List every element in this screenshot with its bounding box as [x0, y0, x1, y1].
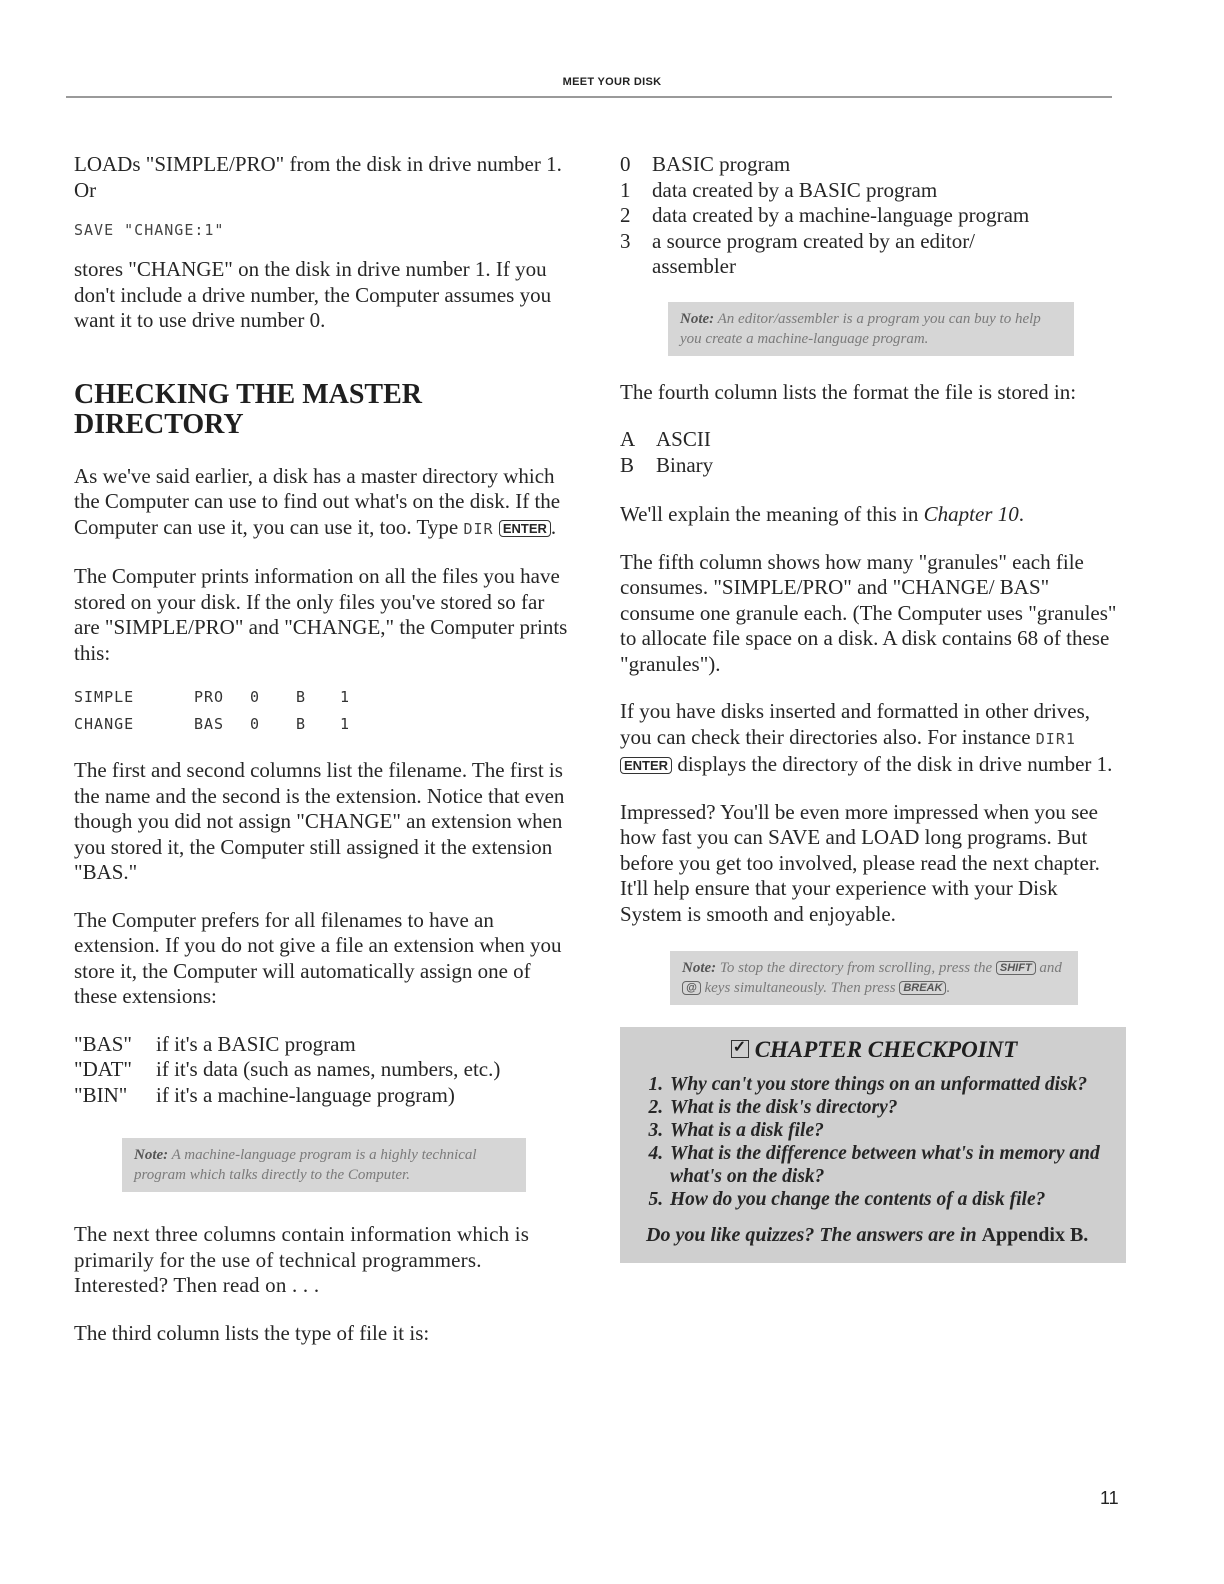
extension-list — [74, 1032, 500, 1109]
list-item: B Binary — [620, 452, 714, 477]
list-item: A ASCII — [620, 427, 711, 451]
paragraph: The Computer prefers for all filenames to have an extension. If you do not give a file an extension when you store it, the Computer will automatically assign one of these extensions: — [74, 907, 562, 1008]
note-box: Note: To stop the directory from scrolling, press the SHIFT and @ keys simultaneously. Then press BREAK . — [670, 951, 1078, 1005]
list-item: 2. What is the disk's directory? — [668, 1096, 1102, 1119]
paragraph: The fifth column shows how many "granules" each file consumes. "SIMPLE/PRO" and "CHANGE/ BAS" consume one granule each. (The Computer uses "granules" to allocate file space on a disk. A disk contains 68 of these "granules"). — [620, 549, 1117, 676]
note-box: Note: A machine-language program is a highly technical program which talks directly to the Computer. — [122, 1138, 526, 1192]
list-item: 5. How do you change the contents of a disk file? — [668, 1188, 1102, 1211]
code-save-command: SAVE "CHANGE:1" — [74, 221, 225, 239]
list-item: 1 data created by a BASIC program — [620, 177, 938, 202]
shift-key-icon: SHIFT — [996, 961, 1036, 975]
paragraph: If you have disks inserted and formatted in other drives, you can check their directories also. For instance DIR1 ENTER displays the directory of the disk in drive number 1. — [620, 699, 1113, 776]
list-item: 1. Why can't you store things on an unformatted disk? — [668, 1073, 1102, 1096]
paragraph: The third column lists the type of file it is: — [74, 1320, 430, 1345]
list-item: 3. What is a disk file? — [668, 1119, 1102, 1142]
running-header: MEET YOUR DISK — [562, 76, 662, 88]
paragraph: The first and second columns list the filename. The first is the name and the second is the extension. Notice that even though you did not assign "CHANGE" an extension when you stored it, the Computer still assigned it the extension "BAS." — [74, 758, 565, 884]
checkpoint-questions — [646, 1073, 1102, 1211]
break-key-icon: BREAK — [899, 981, 946, 995]
list-item: "BAS" if it's a BASIC program — [74, 1031, 356, 1056]
paragraph: Impressed? You'll be even more impressed when you see how fast you can SAVE and LOAD long programs. But before you get too involved, please read the next chapter. It'll help ensure that your experience with your Disk System is smooth and enjoyable. — [620, 799, 1100, 926]
directory-listing — [74, 684, 350, 738]
paragraph: As we've said earlier, a disk has a master directory which the Computer can use to find out what's on the disk. If the Computer can use it, you can use it, too. Type DIR ENTER . — [74, 463, 561, 539]
paragraph: We'll explain the meaning of this in Chapter 10. — [620, 502, 1024, 526]
paragraph: The Computer prints information on all the files you have stored on your disk. If the only files you've stored so far are "SIMPLE/PRO" and "CHANGE," the Computer prints this: — [74, 564, 568, 665]
note-box: Note: An editor/assembler is a program you can buy to help you create a machine-language program. — [668, 302, 1074, 356]
chapter-checkpoint-box — [620, 1027, 1126, 1263]
at-key-icon: @ — [682, 981, 701, 995]
list-item: "DAT" if it's data (such as names, numbers, etc.) — [74, 1057, 501, 1081]
format-list — [620, 427, 713, 478]
list-item: 4. What is the difference between what's in memory and what's on the disk? — [668, 1142, 1102, 1188]
header-rule — [66, 96, 1112, 98]
paragraph: The next three columns contain information which is primarily for the use of technical programmers. Interested? Then read on . . . — [74, 1222, 530, 1297]
right-column — [620, 152, 1120, 1263]
left-column — [74, 152, 574, 1346]
paragraph: LOADs "SIMPLE/PRO" from the disk in drive number 1. Or — [74, 152, 562, 202]
code-dir: DIR — [463, 519, 494, 538]
checkbox-icon — [731, 1040, 749, 1058]
paragraph: stores "CHANGE" on the disk in drive number 1. If you don't include a drive number, the Computer assumes you want it to use drive number 0. — [74, 257, 552, 332]
table-row: SIMPLE PRO 0 B 1 — [74, 688, 351, 706]
file-type-list — [620, 152, 1052, 280]
page-number: 11 — [1100, 1488, 1119, 1508]
list-item: "BIN" if it's a machine-language program) — [74, 1082, 455, 1107]
enter-key-icon: ENTER — [620, 757, 672, 774]
table-row: CHANGE BAS 0 B 1 — [74, 715, 351, 733]
section-heading: CHECKING THE MASTER DIRECTORY — [74, 378, 422, 440]
list-item: 3 a source program created by an editor/ assembler — [620, 228, 976, 278]
list-item: 0 BASIC program — [620, 152, 791, 176]
code-dir1: DIR1 — [1035, 729, 1076, 748]
paragraph: The fourth column lists the format the file is stored in: — [620, 379, 1077, 404]
checkpoint-title: ✓CHAPTER CHECKPOINT — [646, 1037, 1102, 1063]
enter-key-icon: ENTER — [499, 520, 551, 537]
quiz-note: Do you like quizzes? The answers are in Appendix B. — [646, 1224, 1089, 1246]
list-item: 2 data created by a machine-language program — [620, 203, 1030, 227]
